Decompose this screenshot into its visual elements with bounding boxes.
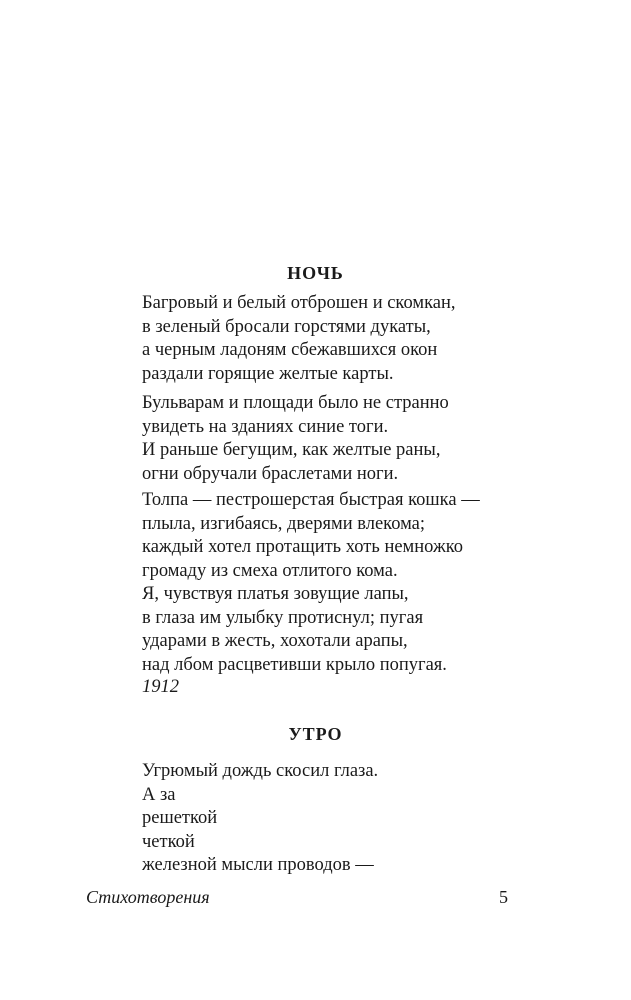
poem-title: УТРО bbox=[288, 724, 343, 744]
poem-line: в зеленый бросали горстями дукаты, bbox=[142, 316, 431, 337]
poem-line: каждый хотел протащить хоть немножко bbox=[142, 537, 464, 557]
poem-line: раздали горящие желтые карты. bbox=[142, 363, 394, 384]
poem-year: 1912 bbox=[142, 677, 179, 697]
poem-title: НОЧЬ bbox=[287, 263, 344, 283]
poem-line: а черным ладоням сбежавшихся окон bbox=[142, 340, 438, 360]
poem-line: А за bbox=[142, 784, 176, 805]
poem-line: огни обручали браслетами ноги. bbox=[142, 463, 399, 484]
stanza bbox=[142, 489, 480, 583]
poem-line: железной мысли проводов — bbox=[142, 855, 374, 875]
poem-line: ударами в жесть, хохотали арапы, bbox=[142, 631, 408, 651]
poem-line: плыла, изгибаясь, дверями влекома; bbox=[142, 513, 426, 534]
poem-line: четкой bbox=[142, 831, 195, 852]
running-footer-title: Стихотворения bbox=[86, 887, 210, 907]
poem-line: громаду из смеха отлитого кома. bbox=[142, 560, 398, 581]
poem-line: И раньше бегущим, как желтые раны, bbox=[142, 440, 441, 460]
stanza bbox=[142, 392, 449, 486]
poem-line: Бульварам и площади было не странно bbox=[142, 393, 449, 413]
stanza bbox=[142, 292, 456, 386]
poem-line: Я, чувствуя платья зовущие лапы, bbox=[142, 584, 409, 604]
page-number: 5 bbox=[499, 887, 508, 907]
poem-line: Угрюмый дождь скосил глаза. bbox=[142, 761, 379, 781]
poem-line: над лбом расцветивши крыло попугая. bbox=[142, 654, 447, 675]
stanza bbox=[142, 760, 378, 878]
stanza bbox=[142, 583, 447, 677]
poem-line: в глаза им улыбку протиснул; пугая bbox=[142, 607, 424, 628]
poem-line: увидеть на зданиях синие тоги. bbox=[142, 416, 389, 437]
poem-line: Толпа — пестрошерстая быстрая кошка — bbox=[142, 490, 480, 510]
poem-line: решеткой bbox=[142, 808, 218, 828]
poem-line: Багровый и белый отброшен и скомкан, bbox=[142, 293, 456, 313]
